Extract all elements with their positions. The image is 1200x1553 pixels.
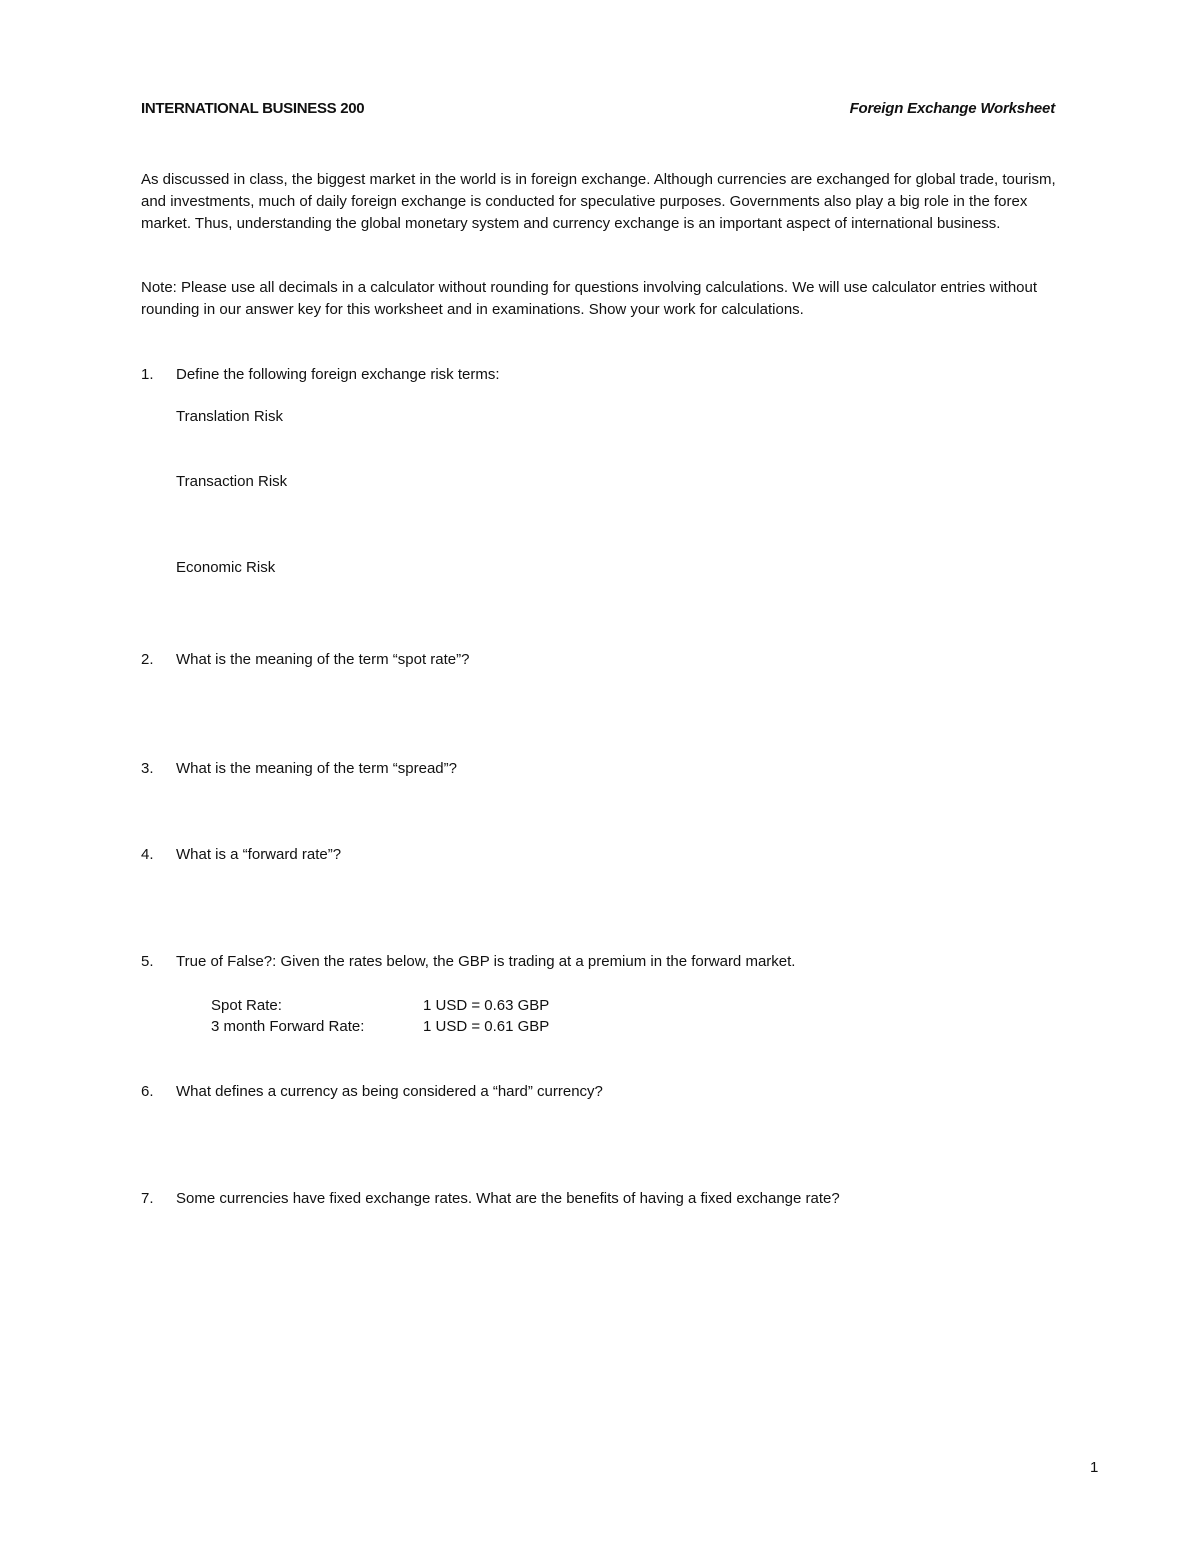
- risk-term: Translation Risk: [176, 408, 283, 425]
- question-text: Define the following foreign exchange risk terms:: [176, 366, 500, 383]
- question-number: 1.: [141, 366, 154, 383]
- question-text: Some currencies have fixed exchange rates. What are the benefits of having a fixed exchange rate?: [176, 1190, 840, 1207]
- question-text: True of False?: Given the rates below, the GBP is trading at a premium in the forward market.: [176, 953, 796, 970]
- question-text: What is a “forward rate”?: [176, 846, 342, 863]
- question-number: 7.: [141, 1190, 154, 1207]
- intro-paragraph: As discussed in class, the biggest market in the world is in foreign exchange. Although currencies are exchanged for global trade, tourism, and investments, much of daily foreign exchange is conducted for speculative purposes. Governments also play a big role in the forex market. Thus, understanding the global monetary system and currency exchange is an important aspect of international business.: [141, 171, 1056, 232]
- rate-label: Spot Rate:: [211, 997, 282, 1014]
- question-number: 2.: [141, 651, 154, 668]
- question-number: 5.: [141, 953, 154, 970]
- rate-label: 3 month Forward Rate:: [211, 1018, 365, 1035]
- question-text: What is the meaning of the term “spot rate”?: [176, 651, 470, 668]
- rate-value: 1 USD = 0.63 GBP: [423, 997, 550, 1014]
- worksheet-title: Foreign Exchange Worksheet: [849, 100, 1055, 117]
- risk-term: Transaction Risk: [176, 473, 288, 490]
- note-paragraph: Note: Please use all decimals in a calculator without rounding for questions involving calculations. We will use calculator entries without rounding in our answer key for this worksheet and in examinations. Show your work for calculations.: [141, 279, 1038, 318]
- rate-value: 1 USD = 0.61 GBP: [423, 1018, 550, 1035]
- question-text: What defines a currency as being considered a “hard” currency?: [176, 1083, 603, 1100]
- page-number: 1: [1090, 1459, 1099, 1476]
- question-number: 3.: [141, 760, 154, 777]
- risk-term: Economic Risk: [176, 559, 276, 576]
- question-text: What is the meaning of the term “spread”?: [176, 760, 457, 777]
- question-number: 6.: [141, 1083, 154, 1100]
- question-number: 4.: [141, 846, 154, 863]
- course-title: INTERNATIONAL BUSINESS 200: [141, 100, 365, 117]
